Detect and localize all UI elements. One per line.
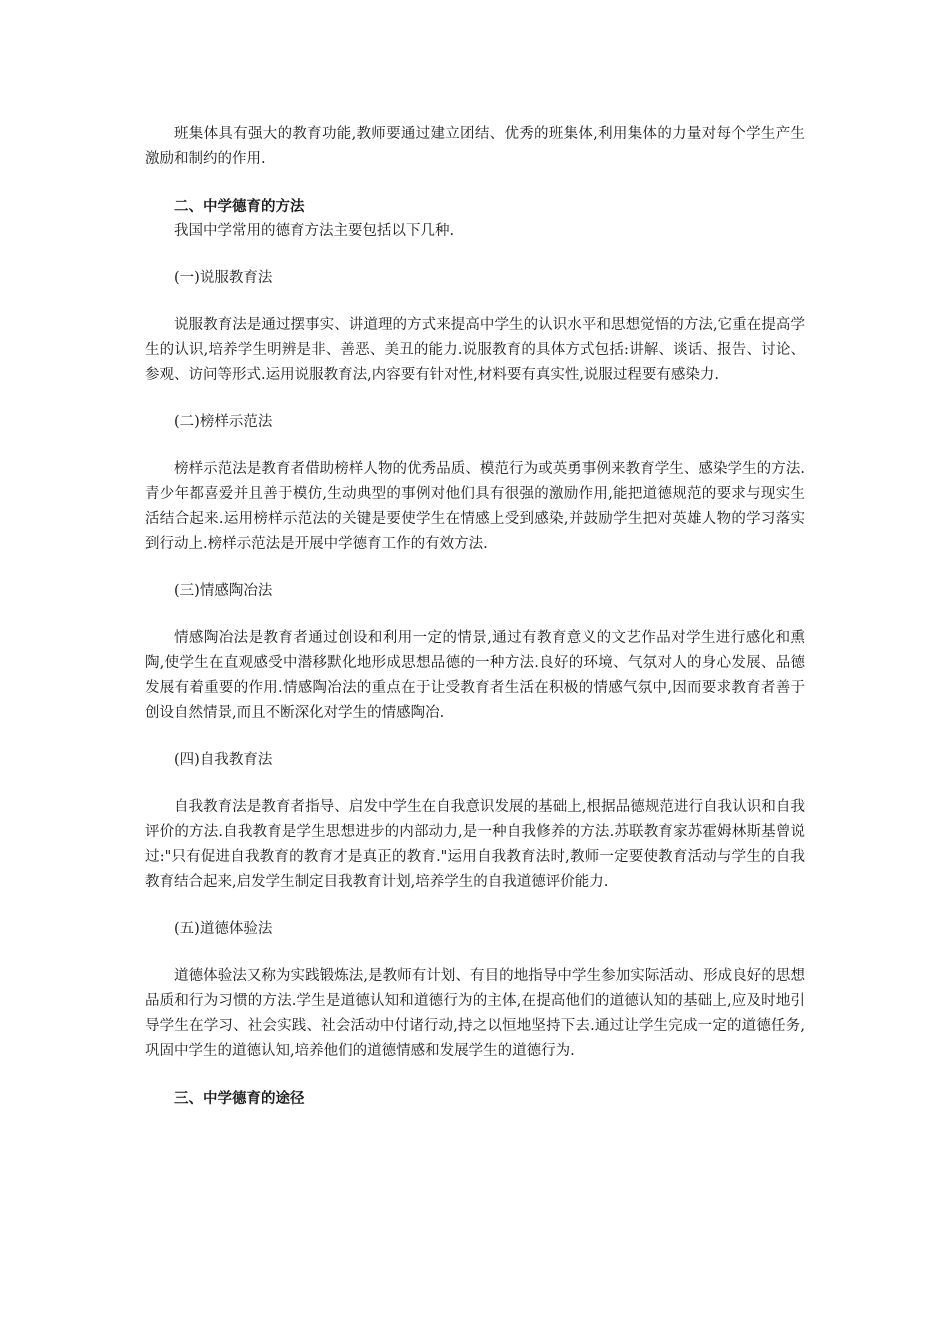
subsection-body-persuasion: 说服教育法是通过摆事实、讲道理的方式来提高中学生的认识水平和思想觉悟的方法,它重在提高学生的认识,培养学生明辨是非、善恶、美丑的能力.说服教育的具体方式包括:讲解、谈话、报告、讨论、参观、访问等形式.运用说服教育法,内容要有针对性,材料要有真实性,说服过程要有感染力. bbox=[145, 317, 805, 383]
subsection-body-self-education: 自我教育法是教育者指导、启发中学生在自我意识发展的基础上,根据品德规范进行自我认识和自我评价的方法.自我教育是学生思想进步的内部动力,是一种自我修养的方法.苏联教育家苏霍姆林斯基曾说过:"只有促进自我教育的教育才是真正的教育."运用自我教育法时,教师一定要使教育活动与学生的自我教育结合起来,启发学生制定目我教育计划,培养学生的自我道德评价能力. bbox=[145, 799, 805, 890]
document-page bbox=[145, 122, 805, 1111]
intro-paragraph: 班集体具有强大的教育功能,教师要通过建立团结、优秀的班集体,利用集体的力量对每个学生产生激励和制约的作用. bbox=[145, 126, 805, 167]
subsection-body-emotional: 情感陶冶法是教育者通过创设和利用一定的情景,通过有教育意义的文艺作品对学生进行感化和熏陶,使学生在直观感受中潜移默化地形成思想品德的一种方法.良好的环境、气氛对人的身心发展、品德发展有着重要的作用.情感陶冶法的重点在于让受教育者生活在积极的情感气氛中,因而要求教育者善于创设自然情景,而且不断深化对学生的情感陶冶. bbox=[145, 630, 805, 721]
methods-intro: 我国中学常用的德育方法主要包括以下几种. bbox=[174, 223, 455, 239]
section-heading-pathways: 三、中学德育的途径 bbox=[174, 1090, 305, 1107]
subsection-title-persuasion: (一)说服教育法 bbox=[174, 270, 273, 286]
subsection-title-moral-experience: (五)道德体验法 bbox=[174, 921, 273, 937]
subsection-title-role-model: (二)榜样示范法 bbox=[174, 414, 273, 430]
subsection-title-self-education: (四)自我教育法 bbox=[174, 752, 273, 768]
section-heading-methods: 二、中学德育的方法 bbox=[174, 198, 305, 215]
subsection-body-moral-experience: 道德体验法又称为实践锻炼法,是教师有计划、有目的地指导中学生参加实际活动、形成良好的思想品质和行为习惯的方法.学生是道德认知和道德行为的主体,在提高他们的道德认知的基础上,应及时地引导学生在学习、社会实践、社会活动中付诸行动,持之以恒地坚持下去.通过让学生完成一定的道德任务,巩固中学生的道德认知,培养他们的道德情感和发展学生的道德行为. bbox=[145, 968, 805, 1059]
subsection-title-emotional: (三)情感陶冶法 bbox=[174, 583, 273, 599]
subsection-body-role-model: 榜样示范法是教育者借助榜样人物的优秀品质、模范行为或英勇事例来教育学生、感染学生的方法.青少年都喜爱并且善于模仿,生动典型的事例对他们具有很强的激励作用,能把道德规范的要求与现实生活结合起来.运用榜样示范法的关键是要使学生在情感上受到感染,并鼓励学生把对英雄人物的学习落实到行动上.榜样示范法是开展中学德育工作的有效方法. bbox=[145, 461, 805, 552]
